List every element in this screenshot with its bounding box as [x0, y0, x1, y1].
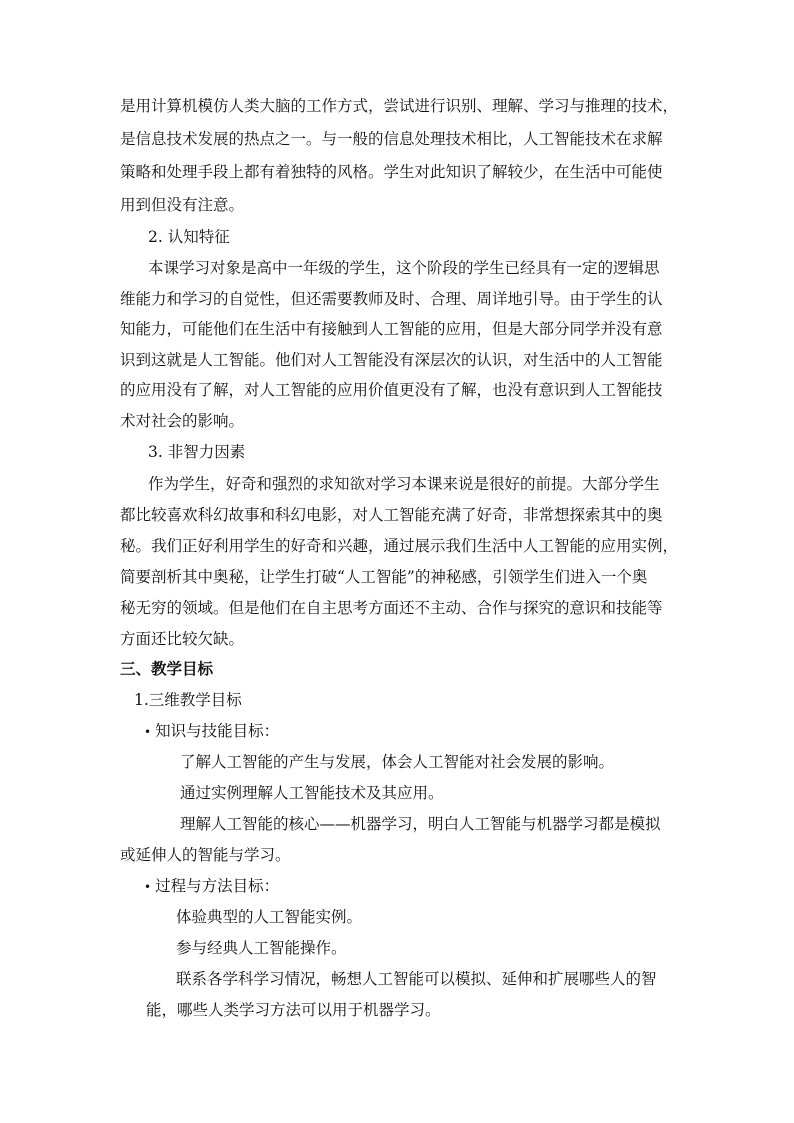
paragraph-line: 是用计算机模仿人类大脑的工作方式，尝试进行识别、理解、学习与推理的技术，: [120, 97, 679, 115]
subheading-three-dimensional-goals: 1.三维教学目标: [134, 691, 242, 709]
paragraph-line: 方面还比较欠缺。: [120, 630, 245, 648]
paragraph-line: 识到这就是人工智能。他们对人工智能没有深层次的认识，对生活中的人工智能: [120, 351, 663, 369]
goal-line: 或延伸人的智能与学习。: [120, 846, 291, 864]
subheading-non-intellectual-factors: 3. 非智力因素: [148, 443, 246, 461]
bullet-icon: •: [144, 880, 152, 894]
bullet-label: 过程与方法目标：: [155, 877, 280, 895]
paragraph-line: 都比较喜欢科幻故事和科幻电影，对人工智能充满了好奇，非常想探索其中的奥: [120, 506, 663, 524]
paragraph-line: 秘无穷的领域。但是他们在自主思考方面还不主动、合作与探究的意识和技能等: [120, 599, 663, 617]
goal-line: 理解人工智能的核心——机器学习，明白人工智能与机器学习都是模拟: [180, 815, 661, 833]
paragraph-line: 术对社会的影响。: [120, 412, 245, 430]
bullet-label: 知识与技能目标：: [155, 722, 280, 740]
bullet-icon: •: [144, 725, 152, 739]
goal-line: 能，哪些人类学习方法可以用于机器学习。: [146, 1001, 441, 1019]
paragraph-line: 的应用没有了解，对人工智能的应用价值更没有了解，也没有意识到人工智能技: [120, 381, 663, 399]
paragraph-line: 知能力，可能他们在生活中有接触到人工智能的应用，但是大部分同学并没有意: [120, 320, 663, 338]
subheading-cognitive-features: 2. 认知特征: [148, 228, 230, 246]
paragraph-line: 秘。我们正好利用学生的好奇和兴趣，通过展示我们生活中人工智能的应用实例，: [120, 537, 679, 555]
goal-line: 联系各学科学习情况，畅想人工智能可以模拟、延伸和扩展哪些人的智: [176, 970, 657, 988]
paragraph-line: 维能力和学习的自觉性，但还需要教师及时、合理、周详地引导。由于学生的认: [120, 290, 663, 308]
paragraph-line: 简要剖析其中奥秘，让学生打破“人工智能”的神秘感，引领学生们进入一个奥: [120, 568, 648, 586]
paragraph-line: 用到但没有注意。: [120, 196, 245, 214]
paragraph-line: 本课学习对象是高中一年级的学生，这个阶段的学生已经具有一定的逻辑思: [148, 259, 660, 277]
paragraph-line: 作为学生，好奇和强烈的求知欲对学习本课来说是很好的前提。大部分学生: [148, 475, 660, 493]
goal-line: 了解人工智能的产生与发展，体会人工智能对社会发展的影响。: [180, 753, 615, 771]
goal-line: 体验典型的人工智能实例。: [176, 908, 363, 926]
goal-line: 参与经典人工智能操作。: [176, 939, 347, 957]
bullet-process-methods: [144, 876, 279, 897]
goal-line: 通过实例理解人工智能技术及其应用。: [180, 784, 444, 802]
paragraph-line: 是信息技术发展的热点之一。与一般的信息处理技术相比，人工智能技术在求解: [120, 130, 663, 148]
paragraph-line: 策略和处理手段上都有着独特的风格。学生对此知识了解较少，在生活中可能使: [120, 163, 663, 181]
section-heading-teaching-goals: 三、教学目标: [120, 660, 214, 678]
bullet-knowledge-skills: [144, 721, 279, 742]
